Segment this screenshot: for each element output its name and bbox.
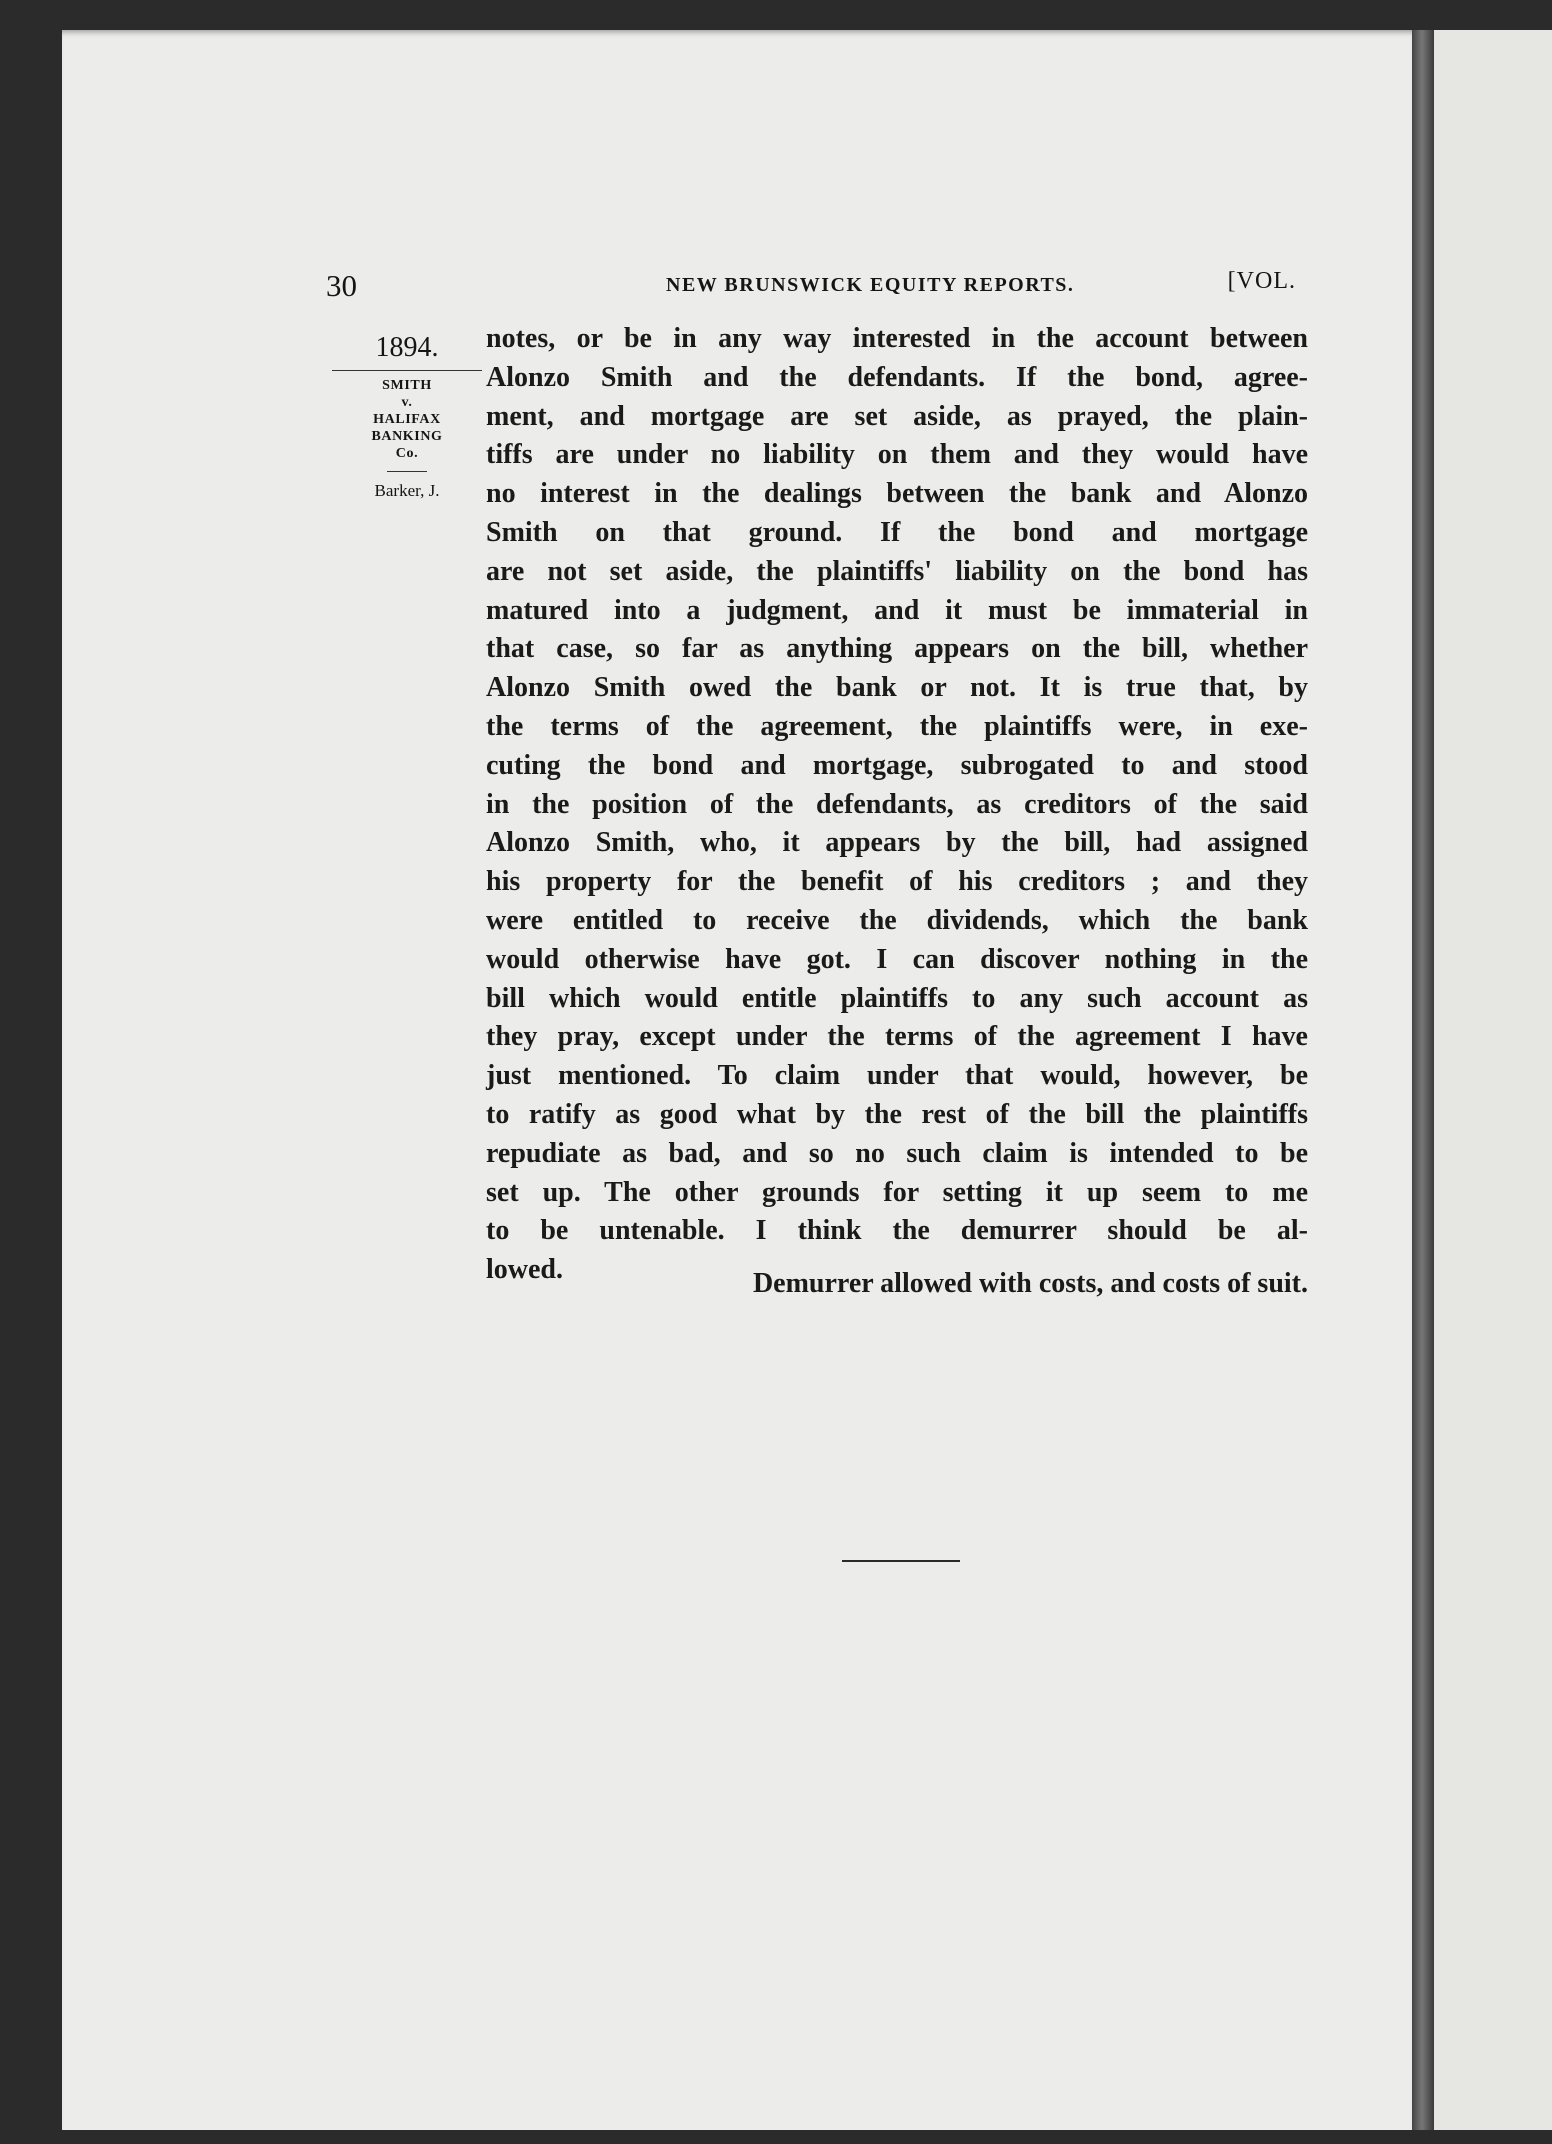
marginal-notes [332,328,482,501]
text-line: set up. The other grounds for setting it up seem to me [486,1176,1308,1208]
text-line-last: lowed. [486,1254,563,1286]
text-line: the terms of the agreement, the plaintiffs were, in exe- [486,710,1308,742]
case-name-line: BANKING [371,429,443,444]
text-line: notes, or be in any way interested in the account between [486,323,1308,354]
text-line: would otherwise have got. I can discover nothing in the [486,943,1308,975]
running-head [326,268,1296,308]
case-name-line: SMITH [382,378,432,393]
text-line: no interest in the dealings between the bank and Alonzo [486,478,1308,510]
text-line: to be untenable. I think the demurrer should be al- [486,1215,1308,1247]
volume-mark: [VOL. [1227,268,1296,294]
text-line: repudiate as bad, and so no such claim is intended to be [486,1137,1308,1169]
end-of-case-rule [842,1560,960,1562]
text-line: Alonzo Smith and the defendants. If the bond, agree- [486,361,1308,393]
text-line: Smith on that ground. If the bond and mortgage [486,516,1308,548]
text-line: are not set aside, the plaintiffs' liability on the bond has [486,555,1308,587]
text-line: matured into a judgment, and it must be immaterial in [486,594,1308,626]
page-gutter-edge [1412,30,1434,2130]
case-name-line: Co. [395,446,419,461]
text-line: Alonzo Smith, who, it appears by the bill, had assigned [486,827,1308,859]
text-line: that case, so far as anything appears on the bill, whether [486,633,1308,665]
text-line: were entitled to receive the dividends, which the bank [486,904,1308,936]
judgment-text [486,320,1308,1290]
case-name-versus: v. [401,395,413,410]
facing-page-edge [1434,30,1552,2130]
case-name-line: HALIFAX [373,412,441,427]
text-line: cuting the bond and mortgage, subrogated to and stood [486,749,1308,781]
text-line: to ratify as good what by the rest of the bill the plaintiffs [486,1098,1308,1130]
case-year: 1894. [375,332,439,363]
text-line: ment, and mortgage are set aside, as prayed, the plain- [486,400,1308,432]
scan-top-border [0,0,1552,30]
text-line: in the position of the defendants, as creditors of the said [486,788,1308,820]
page-number: 30 [326,268,357,303]
judge-name: Barker, J. [374,481,440,500]
text-line: his property for the benefit of his creditors ; and they [486,866,1308,898]
text-line: they pray, except under the terms of the agreement I have [486,1021,1308,1053]
text-line: bill which would entitle plaintiffs to any such account as [486,982,1308,1014]
text-line: just mentioned. To claim under that would, however, be [486,1060,1308,1092]
journal-title: NEW BRUNSWICK EQUITY REPORTS. [666,274,1075,296]
text-line: tiffs are under no liability on them and they would have [486,439,1308,471]
disposition-line: Demurrer allowed with costs, and costs of suit. [752,1268,1308,1299]
margin-short-divider [387,471,427,472]
margin-divider [332,370,482,371]
text-line: Alonzo Smith owed the bank or not. It is true that, by [486,672,1308,704]
